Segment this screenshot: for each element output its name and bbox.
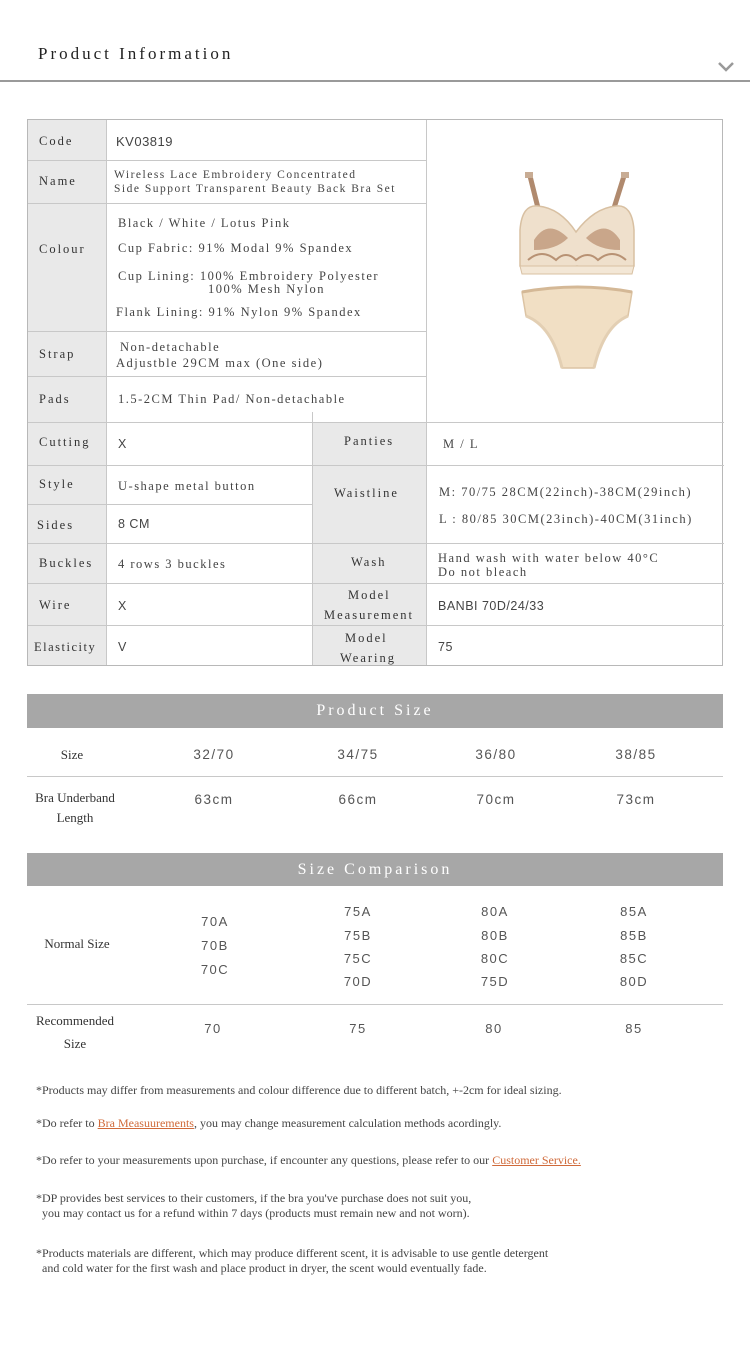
underband-label-1: Bra Underband <box>35 790 115 805</box>
wire-value: X <box>118 599 127 613</box>
wire-label: Wire <box>39 598 72 612</box>
wash-label: Wash <box>351 555 387 569</box>
code-label: Code <box>39 134 74 148</box>
underband-value: 73cm <box>616 792 656 807</box>
strap-value-2: Adjustble 29CM max (One side) <box>116 356 324 370</box>
sides-value: 8 CM <box>118 517 150 531</box>
elasticity-value: V <box>118 640 127 654</box>
size-value: 38/85 <box>615 747 657 762</box>
note-refund-2: you may contact us for a refund within 7 days (products must remain new and not worn). <box>36 1206 470 1220</box>
note-purchase <box>36 1153 581 1168</box>
size-comparison-title: Size Comparison <box>27 853 723 886</box>
style-label: Style <box>39 477 75 491</box>
note-batch: *Products may differ from measurements and colour difference due to different batch, +-2cm for ideal sizing. <box>36 1083 562 1097</box>
note-scent-2: and cold water for the first wash and place product in dryer, the scent would eventually fade. <box>36 1261 487 1275</box>
wash-value-1: Hand wash with water below 40°C <box>438 551 660 565</box>
buckles-value: 4 rows 3 buckles <box>118 557 227 571</box>
chevron-down-icon[interactable] <box>716 58 736 74</box>
colour-value: Black / White / Lotus Pink <box>118 216 291 230</box>
waistline-m: M: 70/75 28CM(22inch)-38CM(29inch) <box>439 485 693 499</box>
flank-lining: Flank Lining: 91% Nylon 9% Spandex <box>116 305 362 319</box>
normal-size-value: 70D <box>343 974 373 989</box>
model-measurement-label-1: Model <box>348 588 391 602</box>
name-label: Name <box>39 174 77 188</box>
model-wearing-value: 75 <box>438 640 453 654</box>
normal-size-value: 80D <box>619 974 649 989</box>
page-title: Product Information <box>38 44 234 63</box>
code-value: KV03819 <box>116 134 173 149</box>
recommended-value: 70 <box>204 1021 222 1036</box>
model-measurement-label-2: Measurement <box>324 608 415 622</box>
cup-lining-1: Cup Lining: 100% Embroidery Polyester <box>118 269 380 283</box>
normal-size-value: 80A <box>481 904 509 919</box>
note-refund-1: *DP provides best services to their customers, if the bra you've purchase does not suit you, <box>36 1191 472 1205</box>
underband-value: 63cm <box>194 792 234 807</box>
normal-size-value: 75A <box>344 904 372 919</box>
recommended-label-2: Size <box>63 1036 87 1051</box>
underband-value: 66cm <box>338 792 378 807</box>
buckles-label: Buckles <box>39 556 94 570</box>
size-value: 36/80 <box>475 747 517 762</box>
model-wearing-label-1: Model <box>345 631 388 645</box>
pads-value: 1.5-2CM Thin Pad/ Non-detachable <box>118 392 346 406</box>
normal-size-value: 75D <box>480 974 510 989</box>
panties-label: Panties <box>344 434 395 448</box>
normal-size-label: Normal Size <box>44 936 110 951</box>
normal-size-value: 75B <box>344 928 372 943</box>
size-value: 32/70 <box>193 747 235 762</box>
normal-size-value: 80C <box>480 951 510 966</box>
note-text: *Do refer to your measurements upon purchase, if encounter any questions, please refer to our <box>36 1153 493 1167</box>
strap-value-1: Non-detachable <box>120 340 221 354</box>
cup-fabric: Cup Fabric: 91% Modal 9% Spandex <box>118 241 354 255</box>
normal-size-value: 75C <box>343 951 373 966</box>
note-text: , you may change measurement calculation methods acordingly. <box>193 1116 502 1130</box>
normal-size-value: 70B <box>201 938 229 953</box>
waistline-l: L : 80/85 30CM(23inch)-40CM(31inch) <box>439 512 693 526</box>
bra-measurements-link[interactable]: Bra Measuurements <box>97 1116 194 1130</box>
size-value: 34/75 <box>337 747 379 762</box>
waistline-label: Waistline <box>334 486 399 500</box>
underband-value: 70cm <box>476 792 516 807</box>
strap-label: Strap <box>39 347 76 361</box>
pads-label: Pads <box>39 392 71 406</box>
customer-service-link[interactable]: Customer Service. <box>492 1153 581 1167</box>
model-measurement-value: BANBI 70D/24/33 <box>438 599 545 613</box>
product-image <box>508 168 646 372</box>
normal-size-value: 70C <box>200 962 230 977</box>
note-scent-1: *Products materials are different, which may produce different scent, it is advisable to use gentle detergent <box>36 1246 549 1260</box>
underband-label-2: Length <box>56 810 94 825</box>
recommended-value: 80 <box>485 1021 503 1036</box>
header-divider <box>0 80 750 82</box>
sides-label: Sides <box>37 518 75 532</box>
normal-size-value: 85A <box>620 904 648 919</box>
normal-size-value: 70A <box>201 914 229 929</box>
model-wearing-label-2: Wearing <box>340 651 397 665</box>
cutting-value: X <box>118 437 127 451</box>
name-value-2: Side Support Transparent Beauty Back Bra Set <box>114 183 396 195</box>
cup-lining-2: 100% Mesh Nylon <box>208 282 325 296</box>
colour-label: Colour <box>39 242 86 256</box>
normal-size-value: 85C <box>619 951 649 966</box>
panties-value: M / L <box>443 437 479 451</box>
note-text: *Do refer to <box>36 1116 98 1130</box>
product-size-title: Product Size <box>27 694 723 728</box>
recommended-value: 85 <box>625 1021 643 1036</box>
elasticity-label: Elasticity <box>34 640 97 654</box>
style-value: U-shape metal button <box>118 479 256 493</box>
cutting-label: Cutting <box>39 435 91 449</box>
name-value-1: Wireless Lace Embroidery Concentrated <box>114 169 357 181</box>
recommended-label-1: Recommended <box>36 1013 114 1028</box>
product-info-table <box>27 119 723 666</box>
recommended-value: 75 <box>349 1021 367 1036</box>
size-label: Size <box>60 747 84 762</box>
normal-size-value: 85B <box>620 928 648 943</box>
wash-value-2: Do not bleach <box>438 565 528 579</box>
note-measurements <box>36 1116 501 1131</box>
size-divider <box>27 776 723 777</box>
normal-size-value: 80B <box>481 928 509 943</box>
comparison-divider <box>27 1004 723 1005</box>
